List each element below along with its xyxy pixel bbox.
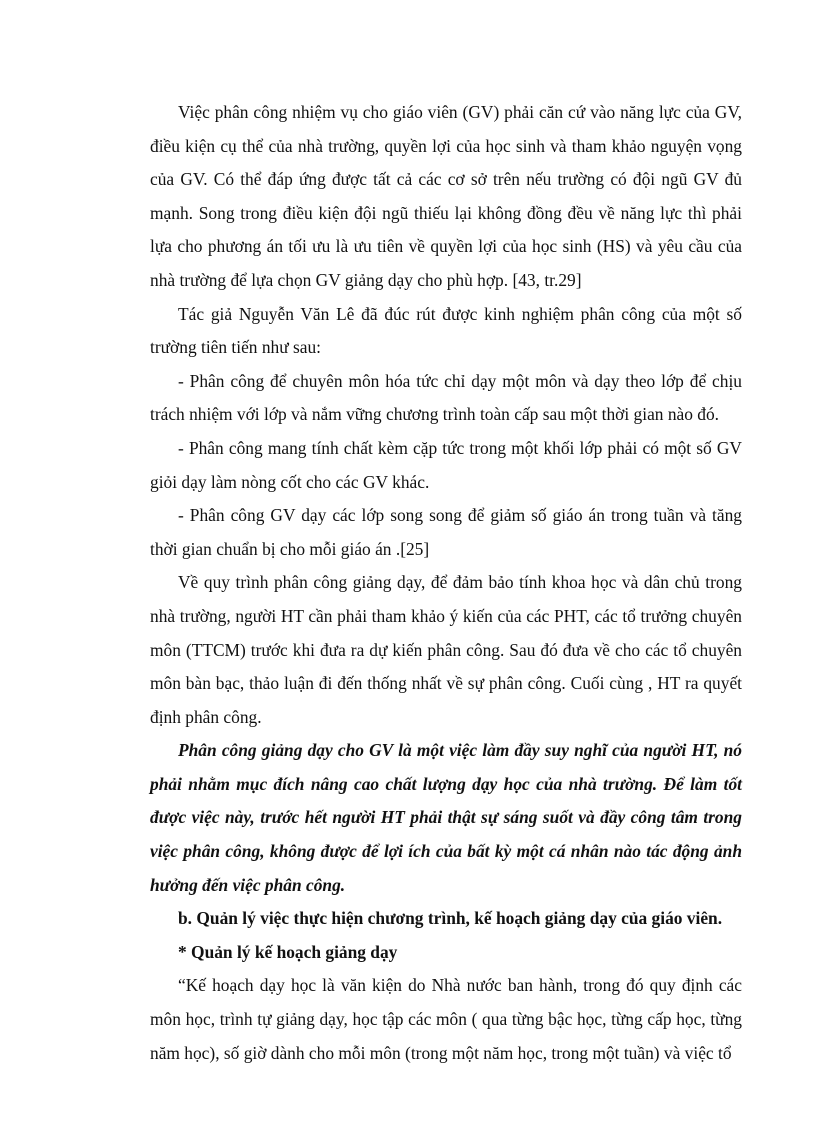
emphasized-paragraph: Phân công giảng dạy cho GV là một việc làm đầy suy nghĩ của người HT, nó phải nhằm mục đích nâng cao chất lượng dạy học của nhà trường. Để làm tốt được việc này, trước hết người HT phải thật sự sáng suốt và đầy công tâm trong việc phân công, không được để lợi ích của bất kỳ một cá nhân nào tác động ảnh hưởng đến việc phân công. — [150, 740, 742, 895]
list-item-parallel-classes: - Phân công GV dạy các lớp song song để giảm số giáo án trong tuần và tăng thời gian chuẩn bị cho mỗi giáo án .[25] — [150, 505, 742, 559]
paragraph-author-experience: Tác giả Nguyễn Văn Lê đã đúc rút được kinh nghiệm phân công của một số trường tiên tiến như sau: — [150, 303, 742, 358]
subsection-heading: * Quản lý kế hoạch giảng dạy — [178, 941, 398, 962]
list-item-mentoring: - Phân công mang tính chất kèm cặp tức trong một khối lớp phải có một số GV giỏi dạy làm nòng cốt cho các GV khác. — [150, 437, 742, 492]
list-item-specialization: - Phân công để chuyên môn hóa tức chỉ dạy một môn và dạy theo lớp để chịu trách nhiệm với lớp và nắm vững chương trình toàn cấp sau một thời gian nào đó. — [150, 370, 742, 425]
section-heading-b: b. Quản lý việc thực hiện chương trình, kế hoạch giảng dạy của giáo viên. — [178, 908, 723, 929]
paragraph-teaching-plan-definition: “Kế hoạch dạy học là văn kiện do Nhà nước ban hành, trong đó quy định các môn học, trình tự giảng dạy, học tập các môn ( qua từng bậc học, từng cấp học, từng năm học), số giờ dành cho mỗi môn (trong một năm học, trong một tuần) và việc tổ — [150, 975, 742, 1063]
paragraph-teacher-assignment-basis: Việc phân công nhiệm vụ cho giáo viên (GV) phải căn cứ vào năng lực của GV, điều kiện cụ thể của nhà trường, quyền lợi của học sinh và tham khảo nguyện vọng của GV. Có thể đáp ứng được tất cả các cơ sở trên nếu trường có đội ngũ GV đủ mạnh. Song trong điều kiện đội ngũ thiếu lại không đồng đều về năng lực thì phải lựa cho phương án tối ưu là ưu tiên về quyền lợi của học sinh (HS) và yêu cầu của nhà trường để lựa chọn GV giảng dạy cho phù hợp. [43, tr.29] — [150, 102, 742, 290]
paragraph-assignment-process: Về quy trình phân công giảng dạy, để đảm bảo tính khoa học và dân chủ trong nhà trường, người HT cần phải tham khảo ý kiến của các PHT, các tổ trưởng chuyên môn (TTCM) trước khi đưa ra dự kiến phân công. Sau đó đưa về cho các tổ chuyên môn bàn bạc, thảo luận đi đến thống nhất về sự phân công. Cuối cùng , HT ra quyết định phân công. — [150, 572, 742, 727]
document-body — [150, 96, 742, 1070]
